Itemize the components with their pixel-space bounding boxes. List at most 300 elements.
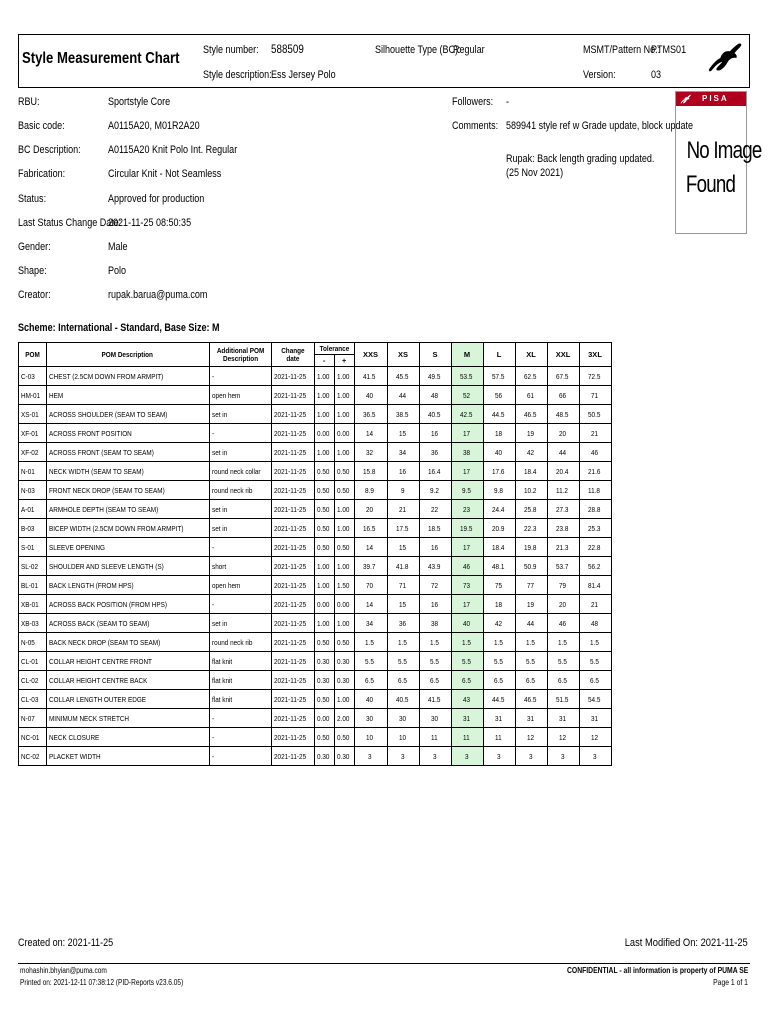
cell-pom-description: COLLAR HEIGHT CENTRE BACK bbox=[46, 671, 209, 690]
cell-pom-description: FRONT NECK DROP (SEAM TO SEAM) bbox=[46, 481, 209, 500]
table-row bbox=[19, 557, 612, 576]
cell-size-xl: 25.8 bbox=[515, 500, 547, 519]
header-tolerance-plus: + bbox=[334, 355, 354, 367]
pisa-image-box bbox=[675, 91, 762, 234]
info-label-basic-code: Basic code: bbox=[18, 120, 65, 132]
header-size-xxs: XXS bbox=[354, 343, 387, 367]
cell-pom-code: N-01 bbox=[19, 462, 47, 481]
cell-size-xxl: 67.5 bbox=[547, 367, 579, 386]
header-change-date: Change date bbox=[271, 343, 314, 367]
table-row bbox=[19, 671, 612, 690]
header-size-s: S bbox=[419, 343, 451, 367]
cell-change-date: 2021-11-25 bbox=[271, 462, 314, 481]
cell-size-xl: 42 bbox=[515, 443, 547, 462]
cell-tolerance-minus: 0.50 bbox=[314, 728, 334, 747]
table-row bbox=[19, 576, 612, 595]
cell-pom-description: BACK NECK DROP (SEAM TO SEAM) bbox=[46, 633, 209, 652]
cell-size-m: 42.5 bbox=[451, 405, 483, 424]
cell-size-xl: 1.5 bbox=[515, 633, 547, 652]
cell-size-3xl: 54.5 bbox=[579, 690, 611, 709]
info-label-creator: Creator: bbox=[18, 289, 51, 301]
table-row bbox=[19, 424, 612, 443]
cell-tolerance-plus: 1.00 bbox=[334, 519, 354, 538]
cell-change-date: 2021-11-25 bbox=[271, 405, 314, 424]
cell-additional-description: flat knit bbox=[209, 671, 271, 690]
cell-size-s: 22 bbox=[419, 500, 451, 519]
cell-size-xs: 30 bbox=[387, 709, 419, 728]
cell-size-xs: 36 bbox=[387, 614, 419, 633]
cell-tolerance-minus: 0.00 bbox=[314, 595, 334, 614]
cell-size-l: 24.4 bbox=[483, 500, 515, 519]
cell-change-date: 2021-11-25 bbox=[271, 500, 314, 519]
pisa-bar bbox=[676, 92, 746, 106]
cell-size-xl: 62.5 bbox=[515, 367, 547, 386]
cell-size-3xl: 5.5 bbox=[579, 652, 611, 671]
footer-email: mohashin.bhyian@puma.com bbox=[20, 966, 107, 975]
cell-tolerance-plus: 0.50 bbox=[334, 633, 354, 652]
cell-size-s: 1.5 bbox=[419, 633, 451, 652]
table-row bbox=[19, 405, 612, 424]
cell-size-xxl: 21.3 bbox=[547, 538, 579, 557]
cell-size-s: 3 bbox=[419, 747, 451, 766]
cell-pom-code: CL-02 bbox=[19, 671, 47, 690]
cell-size-l: 48.1 bbox=[483, 557, 515, 576]
cell-size-xs: 21 bbox=[387, 500, 419, 519]
comment-1: 589941 style ref w Grade update, block update bbox=[506, 120, 694, 132]
cell-change-date: 2021-11-25 bbox=[271, 633, 314, 652]
cell-size-xs: 15 bbox=[387, 538, 419, 557]
table-row bbox=[19, 443, 612, 462]
info-value-rbu: Sportstyle Core bbox=[108, 96, 171, 108]
cell-change-date: 2021-11-25 bbox=[271, 557, 314, 576]
cell-size-xxl: 46 bbox=[547, 614, 579, 633]
cell-size-s: 41.5 bbox=[419, 690, 451, 709]
cell-size-m: 23 bbox=[451, 500, 483, 519]
cell-pom-code: XB-03 bbox=[19, 614, 47, 633]
cell-pom-code: NC-01 bbox=[19, 728, 47, 747]
cell-size-s: 49.5 bbox=[419, 367, 451, 386]
cell-size-s: 6.5 bbox=[419, 671, 451, 690]
info-value-basic-code: A0115A20, M01R2A20 bbox=[108, 120, 200, 132]
cell-size-s: 16.4 bbox=[419, 462, 451, 481]
cell-size-xl: 5.5 bbox=[515, 652, 547, 671]
cell-size-xxl: 44 bbox=[547, 443, 579, 462]
cell-size-xxl: 31 bbox=[547, 709, 579, 728]
cell-tolerance-minus: 1.00 bbox=[314, 614, 334, 633]
cell-tolerance-minus: 1.00 bbox=[314, 576, 334, 595]
cell-tolerance-minus: 1.00 bbox=[314, 405, 334, 424]
cell-pom-code: B-03 bbox=[19, 519, 47, 538]
cell-change-date: 2021-11-25 bbox=[271, 386, 314, 405]
cell-tolerance-plus: 1.50 bbox=[334, 576, 354, 595]
cell-size-3xl: 6.5 bbox=[579, 671, 611, 690]
cell-change-date: 2021-11-25 bbox=[271, 690, 314, 709]
cell-size-xxl: 79 bbox=[547, 576, 579, 595]
cell-additional-description: short bbox=[209, 557, 271, 576]
header-size-xxl: XXL bbox=[547, 343, 579, 367]
cell-additional-description: round neck rib bbox=[209, 481, 271, 500]
cell-size-xxl: 27.3 bbox=[547, 500, 579, 519]
cell-tolerance-minus: 0.30 bbox=[314, 747, 334, 766]
cell-size-xxs: 16.5 bbox=[354, 519, 387, 538]
cell-pom-code: CL-03 bbox=[19, 690, 47, 709]
cell-tolerance-minus: 0.50 bbox=[314, 462, 334, 481]
cell-tolerance-plus: 0.50 bbox=[334, 462, 354, 481]
cell-pom-code: N-03 bbox=[19, 481, 47, 500]
cell-size-xxl: 53.7 bbox=[547, 557, 579, 576]
cell-tolerance-plus: 0.30 bbox=[334, 652, 354, 671]
cell-size-xl: 44 bbox=[515, 614, 547, 633]
cell-size-xxl: 6.5 bbox=[547, 671, 579, 690]
cell-size-m: 38 bbox=[451, 443, 483, 462]
cell-change-date: 2021-11-25 bbox=[271, 747, 314, 766]
footer-printed-on: Printed on: 2021-12-11 07:38:12 (PID-Reports v23.6.05) bbox=[20, 978, 184, 987]
comments-label: Comments: bbox=[452, 120, 499, 132]
cell-tolerance-plus: 0.00 bbox=[334, 424, 354, 443]
cell-size-m: 73 bbox=[451, 576, 483, 595]
cell-size-3xl: 21 bbox=[579, 595, 611, 614]
cell-pom-code: XF-01 bbox=[19, 424, 47, 443]
cell-size-l: 31 bbox=[483, 709, 515, 728]
cell-tolerance-plus: 1.00 bbox=[334, 614, 354, 633]
cell-tolerance-plus: 0.00 bbox=[334, 595, 354, 614]
cell-pom-code: NC-02 bbox=[19, 747, 47, 766]
cell-change-date: 2021-11-25 bbox=[271, 367, 314, 386]
table-row bbox=[19, 519, 612, 538]
cell-size-m: 17 bbox=[451, 538, 483, 557]
header-size-xs: XS bbox=[387, 343, 419, 367]
cell-size-s: 48 bbox=[419, 386, 451, 405]
cell-size-xxl: 20 bbox=[547, 595, 579, 614]
header-size-xl: XL bbox=[515, 343, 547, 367]
cell-size-m: 19.5 bbox=[451, 519, 483, 538]
cell-size-xxs: 10 bbox=[354, 728, 387, 747]
cell-size-l: 9.8 bbox=[483, 481, 515, 500]
cell-size-m: 17 bbox=[451, 424, 483, 443]
cell-size-l: 57.5 bbox=[483, 367, 515, 386]
version-value: 03 bbox=[651, 69, 662, 81]
cell-tolerance-plus: 0.50 bbox=[334, 728, 354, 747]
msmt-value: PTMS01 bbox=[651, 44, 687, 56]
cell-additional-description: - bbox=[209, 709, 271, 728]
cell-pom-description: BICEP WIDTH (2.5CM DOWN FROM ARMPIT) bbox=[46, 519, 209, 538]
cell-additional-description: open hem bbox=[209, 386, 271, 405]
info-value-creator: rupak.barua@puma.com bbox=[108, 289, 208, 301]
cell-size-xxs: 39.7 bbox=[354, 557, 387, 576]
cell-size-xl: 31 bbox=[515, 709, 547, 728]
cell-pom-code: N-05 bbox=[19, 633, 47, 652]
cell-size-xxl: 3 bbox=[547, 747, 579, 766]
cell-size-xs: 45.5 bbox=[387, 367, 419, 386]
cell-pom-code: XF-02 bbox=[19, 443, 47, 462]
cell-pom-description: COLLAR HEIGHT CENTRE FRONT bbox=[46, 652, 209, 671]
cell-size-3xl: 56.2 bbox=[579, 557, 611, 576]
cell-additional-description: round neck rib bbox=[209, 633, 271, 652]
header-box bbox=[18, 34, 750, 88]
cell-size-m: 53.5 bbox=[451, 367, 483, 386]
cell-size-xxs: 6.5 bbox=[354, 671, 387, 690]
header-size-m: M bbox=[451, 343, 483, 367]
cell-size-xxl: 5.5 bbox=[547, 652, 579, 671]
followers-label: Followers: bbox=[452, 96, 494, 108]
info-value-shape: Polo bbox=[108, 265, 127, 277]
cell-change-date: 2021-11-25 bbox=[271, 519, 314, 538]
cell-pom-description: NECK WIDTH (SEAM TO SEAM) bbox=[46, 462, 209, 481]
cell-size-xl: 19 bbox=[515, 595, 547, 614]
cell-additional-description: - bbox=[209, 747, 271, 766]
info-value-gender: Male bbox=[108, 241, 128, 253]
table-row bbox=[19, 595, 612, 614]
cell-pom-code: S-01 bbox=[19, 538, 47, 557]
cell-pom-description: ACROSS BACK POSITION (FROM HPS) bbox=[46, 595, 209, 614]
style-number-value: 588509 bbox=[271, 42, 304, 56]
cell-tolerance-minus: 0.50 bbox=[314, 519, 334, 538]
cell-tolerance-minus: 1.00 bbox=[314, 443, 334, 462]
cell-change-date: 2021-11-25 bbox=[271, 595, 314, 614]
cell-tolerance-plus: 1.00 bbox=[334, 386, 354, 405]
table-row bbox=[19, 481, 612, 500]
cell-size-m: 46 bbox=[451, 557, 483, 576]
cell-size-3xl: 25.3 bbox=[579, 519, 611, 538]
cell-pom-description: CHEST (2.5CM DOWN FROM ARMPIT) bbox=[46, 367, 209, 386]
header-tolerance-minus: - bbox=[314, 355, 334, 367]
cell-size-xs: 17.5 bbox=[387, 519, 419, 538]
header-size-3xl: 3XL bbox=[579, 343, 611, 367]
header-size-l: L bbox=[483, 343, 515, 367]
cell-change-date: 2021-11-25 bbox=[271, 671, 314, 690]
cell-additional-description: - bbox=[209, 595, 271, 614]
msmt-label: MSMT/Pattern No.: bbox=[583, 44, 661, 56]
puma-logo-icon bbox=[707, 41, 745, 73]
cell-size-l: 5.5 bbox=[483, 652, 515, 671]
cell-size-l: 18 bbox=[483, 424, 515, 443]
cell-size-s: 30 bbox=[419, 709, 451, 728]
cell-pom-description: SLEEVE OPENING bbox=[46, 538, 209, 557]
cell-pom-code: HM-01 bbox=[19, 386, 47, 405]
cell-size-m: 9.5 bbox=[451, 481, 483, 500]
cell-size-m: 17 bbox=[451, 462, 483, 481]
table-row bbox=[19, 728, 612, 747]
cell-size-3xl: 12 bbox=[579, 728, 611, 747]
footer-confidential: CONFIDENTIAL - all information is property of PUMA SE bbox=[566, 966, 748, 975]
last-modified: Last Modified On: 2021-11-25 bbox=[624, 937, 748, 949]
cell-tolerance-minus: 0.30 bbox=[314, 652, 334, 671]
cell-size-xl: 46.5 bbox=[515, 405, 547, 424]
cell-size-xl: 22.3 bbox=[515, 519, 547, 538]
cell-change-date: 2021-11-25 bbox=[271, 709, 314, 728]
info-label-status: Status: bbox=[18, 193, 47, 205]
cell-tolerance-minus: 0.50 bbox=[314, 538, 334, 557]
cell-size-l: 56 bbox=[483, 386, 515, 405]
cell-size-l: 11 bbox=[483, 728, 515, 747]
measurement-table-body bbox=[19, 367, 612, 766]
pisa-label: PISA bbox=[702, 94, 729, 103]
cell-size-l: 75 bbox=[483, 576, 515, 595]
cell-size-xs: 38.5 bbox=[387, 405, 419, 424]
cell-size-l: 40 bbox=[483, 443, 515, 462]
cell-tolerance-plus: 1.00 bbox=[334, 367, 354, 386]
cell-size-xs: 34 bbox=[387, 443, 419, 462]
cell-size-m: 3 bbox=[451, 747, 483, 766]
cell-size-xs: 3 bbox=[387, 747, 419, 766]
cell-pom-description: NECK CLOSURE bbox=[46, 728, 209, 747]
header-tolerance: Tolerance bbox=[314, 343, 354, 355]
cell-tolerance-plus: 0.30 bbox=[334, 747, 354, 766]
cell-size-xxs: 14 bbox=[354, 424, 387, 443]
no-image-placeholder: No Image Found bbox=[686, 137, 762, 198]
cell-size-m: 40 bbox=[451, 614, 483, 633]
cell-size-s: 43.9 bbox=[419, 557, 451, 576]
cell-size-xl: 77 bbox=[515, 576, 547, 595]
cell-size-3xl: 31 bbox=[579, 709, 611, 728]
cell-pom-description: HEM bbox=[46, 386, 209, 405]
cell-additional-description: - bbox=[209, 424, 271, 443]
cell-pom-description: MINIMUM NECK STRETCH bbox=[46, 709, 209, 728]
cell-size-xxs: 30 bbox=[354, 709, 387, 728]
cell-additional-description: - bbox=[209, 367, 271, 386]
table-row bbox=[19, 386, 612, 405]
cell-size-s: 40.5 bbox=[419, 405, 451, 424]
cell-size-3xl: 71 bbox=[579, 386, 611, 405]
cell-size-xxl: 48.5 bbox=[547, 405, 579, 424]
cell-size-xxs: 1.5 bbox=[354, 633, 387, 652]
cell-tolerance-plus: 2.00 bbox=[334, 709, 354, 728]
footer-page-number: Page 1 of 1 bbox=[713, 978, 748, 987]
cell-size-xs: 71 bbox=[387, 576, 419, 595]
header-pom: POM bbox=[19, 343, 47, 367]
cell-size-s: 9.2 bbox=[419, 481, 451, 500]
table-row bbox=[19, 614, 612, 633]
cell-size-xxs: 20 bbox=[354, 500, 387, 519]
cell-tolerance-plus: 1.00 bbox=[334, 500, 354, 519]
cell-size-s: 11 bbox=[419, 728, 451, 747]
cell-change-date: 2021-11-25 bbox=[271, 728, 314, 747]
cell-size-l: 1.5 bbox=[483, 633, 515, 652]
cell-size-l: 17.6 bbox=[483, 462, 515, 481]
cell-size-xl: 50.9 bbox=[515, 557, 547, 576]
info-label-fabrication: Fabrication: bbox=[18, 168, 66, 180]
cell-pom-code: XB-01 bbox=[19, 595, 47, 614]
cell-size-xxs: 32 bbox=[354, 443, 387, 462]
cell-size-xxl: 51.5 bbox=[547, 690, 579, 709]
cell-tolerance-minus: 1.00 bbox=[314, 557, 334, 576]
cell-additional-description: set in bbox=[209, 500, 271, 519]
cell-size-s: 5.5 bbox=[419, 652, 451, 671]
cell-change-date: 2021-11-25 bbox=[271, 443, 314, 462]
silhouette-value: Regular bbox=[453, 44, 485, 56]
cell-size-xxl: 20 bbox=[547, 424, 579, 443]
cell-size-xxs: 36.5 bbox=[354, 405, 387, 424]
style-number-label: Style number: bbox=[203, 44, 259, 56]
cell-size-xxl: 23.8 bbox=[547, 519, 579, 538]
cell-size-xs: 5.5 bbox=[387, 652, 419, 671]
cell-size-m: 52 bbox=[451, 386, 483, 405]
cell-size-xs: 10 bbox=[387, 728, 419, 747]
cell-pom-code: XS-01 bbox=[19, 405, 47, 424]
cell-pom-description: ARMHOLE DEPTH (SEAM TO SEAM) bbox=[46, 500, 209, 519]
cell-size-l: 18 bbox=[483, 595, 515, 614]
cell-pom-description: BACK LENGTH (FROM HPS) bbox=[46, 576, 209, 595]
cell-size-m: 1.5 bbox=[451, 633, 483, 652]
cell-size-xs: 40.5 bbox=[387, 690, 419, 709]
cell-size-xxl: 11.2 bbox=[547, 481, 579, 500]
cell-pom-code: N-07 bbox=[19, 709, 47, 728]
info-label-shape: Shape: bbox=[18, 265, 47, 277]
info-label-bc-description: BC Description: bbox=[18, 144, 81, 156]
cell-change-date: 2021-11-25 bbox=[271, 481, 314, 500]
cell-size-xl: 18.4 bbox=[515, 462, 547, 481]
cell-size-l: 18.4 bbox=[483, 538, 515, 557]
cell-size-3xl: 81.4 bbox=[579, 576, 611, 595]
cell-tolerance-plus: 1.00 bbox=[334, 443, 354, 462]
cell-size-xs: 15 bbox=[387, 424, 419, 443]
cell-size-m: 17 bbox=[451, 595, 483, 614]
cell-size-l: 20.9 bbox=[483, 519, 515, 538]
cell-size-xxs: 40 bbox=[354, 690, 387, 709]
cell-size-xxs: 41.5 bbox=[354, 367, 387, 386]
cell-size-xxs: 14 bbox=[354, 595, 387, 614]
info-label-last-status-change: Last Status Change Date: bbox=[18, 217, 122, 229]
style-description-value: Ess Jersey Polo bbox=[271, 69, 336, 81]
info-value-status: Approved for production bbox=[108, 193, 205, 205]
table-row bbox=[19, 747, 612, 766]
table-row bbox=[19, 500, 612, 519]
cell-tolerance-minus: 0.00 bbox=[314, 424, 334, 443]
cell-tolerance-plus: 1.00 bbox=[334, 557, 354, 576]
info-value-fabrication: Circular Knit - Not Seamless bbox=[108, 168, 222, 180]
cell-size-3xl: 1.5 bbox=[579, 633, 611, 652]
cell-size-m: 6.5 bbox=[451, 671, 483, 690]
cell-size-3xl: 72.5 bbox=[579, 367, 611, 386]
header-additional-description: Additional POM Description bbox=[209, 343, 271, 367]
cell-size-xl: 6.5 bbox=[515, 671, 547, 690]
table-row bbox=[19, 652, 612, 671]
cell-size-xl: 61 bbox=[515, 386, 547, 405]
cell-tolerance-plus: 1.00 bbox=[334, 690, 354, 709]
cell-change-date: 2021-11-25 bbox=[271, 576, 314, 595]
cell-pom-description: SHOULDER AND SLEEVE LENGTH (S) bbox=[46, 557, 209, 576]
cell-pom-code: CL-01 bbox=[19, 652, 47, 671]
cell-size-m: 31 bbox=[451, 709, 483, 728]
cell-additional-description: flat knit bbox=[209, 690, 271, 709]
cell-size-xxl: 20.4 bbox=[547, 462, 579, 481]
cell-tolerance-minus: 0.50 bbox=[314, 500, 334, 519]
cell-tolerance-minus: 0.50 bbox=[314, 633, 334, 652]
cell-size-l: 6.5 bbox=[483, 671, 515, 690]
cell-size-3xl: 22.8 bbox=[579, 538, 611, 557]
cell-additional-description: set in bbox=[209, 519, 271, 538]
cell-pom-description: COLLAR LENGTH OUTER EDGE bbox=[46, 690, 209, 709]
cell-size-s: 36 bbox=[419, 443, 451, 462]
cell-additional-description: open hem bbox=[209, 576, 271, 595]
info-label-gender: Gender: bbox=[18, 241, 51, 253]
header-pom-description: POM Description bbox=[46, 343, 209, 367]
cell-size-m: 43 bbox=[451, 690, 483, 709]
cell-additional-description: - bbox=[209, 728, 271, 747]
cell-tolerance-minus: 0.50 bbox=[314, 481, 334, 500]
cell-change-date: 2021-11-25 bbox=[271, 652, 314, 671]
followers-value: - bbox=[506, 96, 510, 108]
footer-divider bbox=[18, 963, 750, 964]
cell-size-3xl: 3 bbox=[579, 747, 611, 766]
cell-tolerance-minus: 1.00 bbox=[314, 367, 334, 386]
cell-size-l: 44.5 bbox=[483, 405, 515, 424]
cell-pom-description: ACROSS FRONT POSITION bbox=[46, 424, 209, 443]
cell-size-xxl: 66 bbox=[547, 386, 579, 405]
cell-size-s: 72 bbox=[419, 576, 451, 595]
cell-additional-description: set in bbox=[209, 614, 271, 633]
cell-size-xl: 46.5 bbox=[515, 690, 547, 709]
